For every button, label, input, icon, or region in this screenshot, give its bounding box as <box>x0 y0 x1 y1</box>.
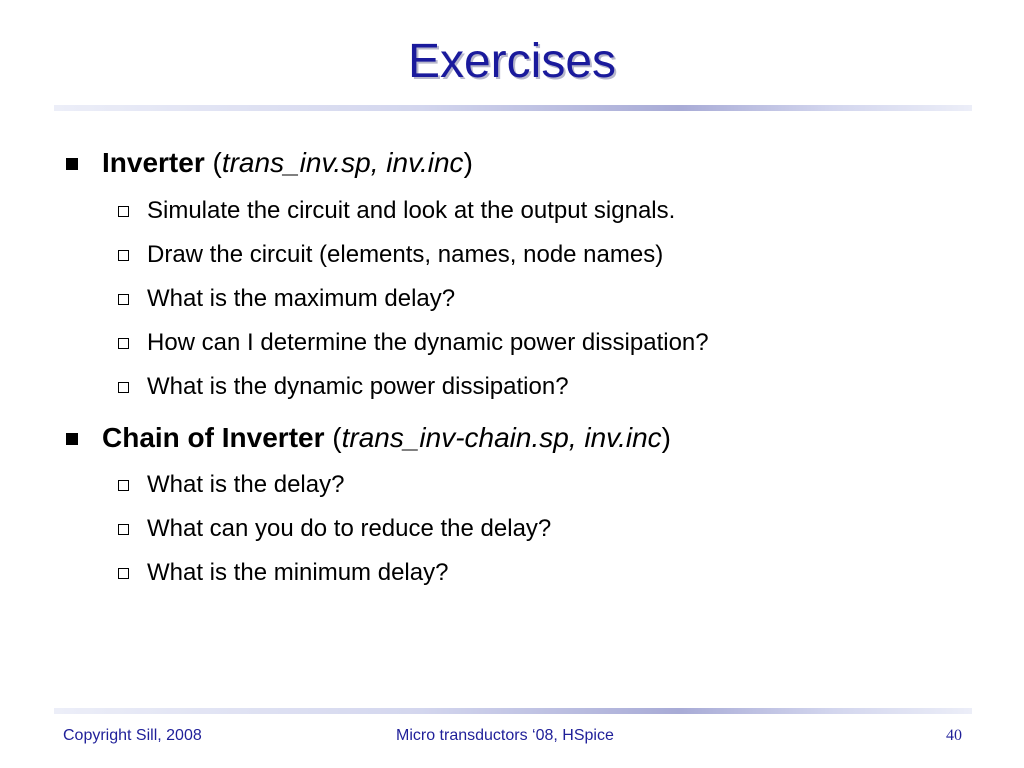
sub-bullet <box>147 557 448 589</box>
sub-bullet <box>147 469 344 501</box>
square-bullet-icon <box>66 158 78 170</box>
bullet-chain-of-inverter <box>102 420 671 456</box>
paren-close: ) <box>661 422 671 453</box>
sub-bullet <box>147 327 709 359</box>
sub-bullet-text: What is the delay? <box>147 471 345 498</box>
slide-page-number: 40 <box>946 727 962 744</box>
sub-bullet-text: What is the maximum delay? <box>147 285 456 312</box>
hollow-square-bullet-icon <box>118 382 129 393</box>
paren-open: ( <box>332 422 342 453</box>
bullet-files: trans_inv-chain.sp, inv.inc <box>341 422 662 453</box>
square-bullet-icon <box>66 433 78 445</box>
bullet-files: trans_inv.sp, inv.inc <box>221 147 464 178</box>
sub-bullet-text: Draw the circuit (elements, names, node names) <box>147 241 664 268</box>
footer-course: Micro transductors ‘08, HSpice <box>396 727 614 744</box>
bullet-label: Inverter <box>102 147 205 178</box>
footer-divider <box>54 708 972 714</box>
sub-bullet-text: What is the dynamic power dissipation? <box>147 373 569 400</box>
sub-bullet-text: Simulate the circuit and look at the output signals. <box>147 197 676 224</box>
bullet-inverter <box>102 145 473 181</box>
sub-bullet-text: What is the minimum delay? <box>147 559 449 586</box>
slide-title: Exercises <box>407 35 617 88</box>
bullet-label: Chain of Inverter <box>102 422 325 453</box>
paren-close: ) <box>463 147 473 178</box>
hollow-square-bullet-icon <box>118 480 129 491</box>
sub-bullet <box>147 283 455 315</box>
sub-bullet-text: How can I determine the dynamic power dissipation? <box>147 329 709 356</box>
hollow-square-bullet-icon <box>118 338 129 349</box>
hollow-square-bullet-icon <box>118 206 129 217</box>
sub-bullet <box>147 195 675 227</box>
sub-bullet <box>147 371 569 403</box>
hollow-square-bullet-icon <box>118 250 129 261</box>
sub-bullet <box>147 513 551 545</box>
hollow-square-bullet-icon <box>118 568 129 579</box>
footer-copyright: Copyright Sill, 2008 <box>63 727 202 744</box>
sub-bullet <box>147 239 663 271</box>
sub-bullet-text: What can you do to reduce the delay? <box>147 515 552 542</box>
paren-open: ( <box>212 147 222 178</box>
hollow-square-bullet-icon <box>118 524 129 535</box>
hollow-square-bullet-icon <box>118 294 129 305</box>
